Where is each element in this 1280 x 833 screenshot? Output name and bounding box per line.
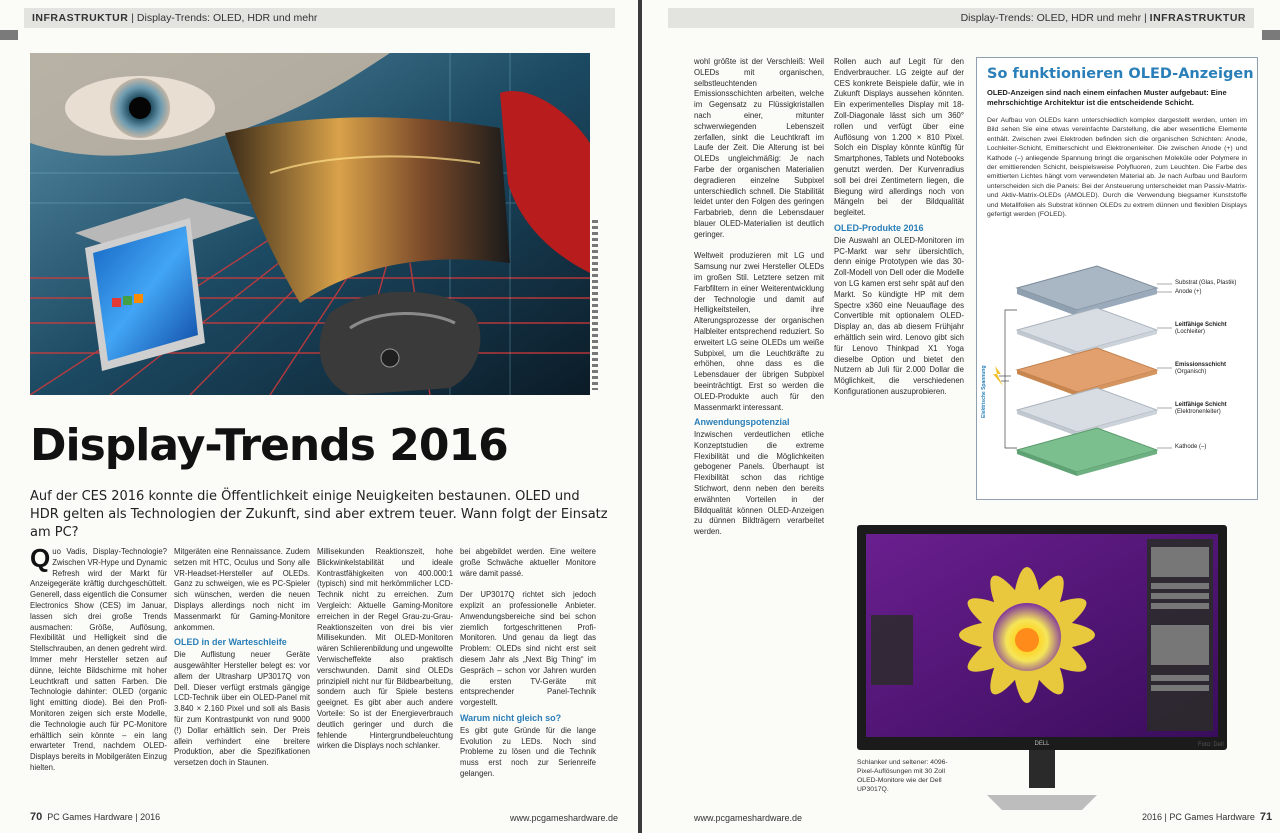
body-column-1: Quo Vadis, Display-Technologie? Zwischen VR-Hype und Dynamic Refresh wird der Markt für Anzeigegeräte kräftig durchgeschüttelt. Generell, dass eigentlich die Consumer Electronics Show (CES) im Januar, lassen sich drei große Trends ausmachen: Größe, Auflösung, Flexibilität und Helligkeit sind die Stellschrauben, an denen gedreht wird. Immer mehr Hersteller setzen auf dünne, leichte Bildschirme mit hoher Leuchtkraft und satten Farben. Die Technologie dahinter: OLED (organic light emitting diode). Bei den Profi-Monitoren zeigen sich erste Modelle, die Technologie auch für PC-Monitore erhältlich sein könnte – ein lang erwarteter Trend, nachdem OLED-Displays bereits in Mobilgeräten Einzug hielten. xyxy=(30,547,167,772)
left-header-section: INFRASTRUKTUR xyxy=(32,12,129,24)
subheading-oled-produkte: OLED-Produkte 2016 xyxy=(834,222,924,233)
monitor-photo-credit: Foto: Dell xyxy=(1198,742,1224,748)
label-substrate: Substrat (Glas, Plastik) xyxy=(1175,280,1237,286)
subheading-oled-warteschleife: OLED in der Warteschleife xyxy=(174,637,287,648)
infobox-text: Der Aufbau von OLEDs kann unterschiedlich komplex dargestellt werden, unten im Bild sehen Sie eine etwas vereinfachte Darstellung, die aber wesentliche Elemente enthält. Zwischen zwei Elektroden befinden sich die organischen Schichten: Anode, Lochleiter-Schicht, Emitterschicht und Elektronenleiter. Die zwischen Anode (+) und Kathode (–) anliegende Spannung bringt die organischen Moleküle oder Polymere in der emittierenden Schicht, beispielsweise Polyfluoren, zum Leuchten. Die Farbe des emittierten Lichtes hängt vom verwendeten Material ab. Je nach Aufbau und Bauform unterscheiden sich die Panels: Bei der Ansteuerung unterscheidet man Passiv-Matrix- und Aktiv-Matrix-OLEDs (AMOLED). Durch die Verwendung biegsamer Kunststoffe und Metallfolien als Substrat können OLEDs zu extrem dünnen und flexiblen Displays gefertigt werden (FOLED). xyxy=(987,117,1247,219)
layer-cathode xyxy=(1017,428,1157,476)
hero-photo-credit xyxy=(592,220,598,390)
label-hole-transport: Leitfähige Schicht (Lochleiter) xyxy=(1175,322,1227,335)
right-page xyxy=(642,0,1280,833)
right-column-2: Rollen auch auf Legit für den Endverbraucher. LG zeigte auf der CES konkrete Beispiele dafür, wie in Zukunft Displays aussehen könnten. Ein experimentelles Display mit 18-Zoll-Diagonale lässt sich um 360° rollen und verfügt über eine Auflösung von 1.200 × 810 Pixel. Solch ein Display könnte künftig für Smartphones, Tablets und Notebooks genutzt werden. Der Kurvenradius soll bei drei Zentimetern liegen, die Biegung wird allerdings noch von Mängeln bei der Bildqualität begleitet. OLED-Produkte 2016 Die Auswahl an OLED-Monitoren im PC-Markt war sehr übersichtlich, denn einige Prototypen wie das 30-Zoll-Modell von Dell oder die Modelle von LG kamen erst sehr spät auf den Markt. So kündigte HP mit dem Spectre x360 eine Neuauflage des Convertible mit optionalem OLED-Display an, das ab diesem Frühjahr erhältlich sein wird. Lenovo gibt sich für Lenovo Thinkpad X1 Yoga dieselbe Option und bietet den Nutzern ab Juli für 2.000 Dollar die Möglichkeit, die verschiedenen Konfigurationen auszuprobieren. xyxy=(834,57,964,396)
hero-illustration xyxy=(30,53,590,395)
right-column-1: wohl größte ist der Verschleiß: Weil OLEDs mit organischen, selbstleuchtenden Emissionsschichten arbeiten, welche im Gegensatz zu Flüssigkristallen nach einer, mitunter schwerwiegenden Lebenszeit zerfallen, sinkt die Leuchtkraft im Laufe der Zeit. Die Alterung ist bei OLEDs ungleichmäßig: Je nach Farbe der organischen Materialien degradieren einzelne Subpixel unterschiedlich schnell. Die Stabilität leidet unter den Folgen des geringen Farbabrieb, denn die Lebensdauer blauer OLED-Materialien ist deutlich geringer. Weltweit produzieren mit LG und Samsung nur zwei Hersteller OLEDs im großen Stil. Letztere setzen mit Farbfiltern in einer Weiterentwicklung der Technologie und damit auf Helligkeitsteilen, ihre Alterungsprozesse der organischen Halbleiter entsprechend reduziert. So erweitert LG seine OLEDs um weiße Subpixel, um die Leuchtkräfte zu erhöhen, ohne dass es die Lebensdauer der übrigen Subpixel beeinträchtigt. Erst so werden die OLED-Produkte auch für den Massenmarkt interessant. Anwendungspotenzial Inzwischen verdeutlichen etliche Konzeptstudien die extreme Flexibilität und die Möglichkeiten gebogener Panels. Überhaupt ist Flexibilität schon das richtige Stichwort, denn neben den bereits erwähnten Vorteilen in der Bildqualität können OLED-Anzeigen zu dünnen Bildträgern verarbeitet werden. xyxy=(694,57,824,537)
left-footer: 70 PC Games Hardware | 2016 xyxy=(30,811,161,823)
layer-substrate xyxy=(1017,266,1157,316)
right-page-number: 71 xyxy=(1259,811,1273,823)
infobox-lead: OLED-Anzeigen sind nach einem einfachen Muster aufgebaut: Eine mehrschichtige Architektur ist die entscheidende Schicht. xyxy=(987,88,1227,107)
oled-layer-stack xyxy=(977,258,1177,498)
right-footer-url: www.pcgameshardware.de xyxy=(694,813,803,823)
body-column-3: Millisekunden Reaktionszeit, hohe Blickwinkelstabilität und ideale Kontrastfähigkeiten von 400.000:1 (typisch) sind mit herkömmlicher LCD-Technik nicht zu erreichen. Zum Vergleich: Aktuelle Gaming-Monitore erreichen in der Regel Grau-zu-Grau-Reaktionszeiten von drei bis vier Millisekunden. Mit OLED-Monitoren wären Schlierenbildung und ungewollte Verwischeffekte also praktisch verschwunden. Damit sind OLEDs prinzipiell nicht nur für Bildbearbeitung, sondern auch für Spiele bestens geeignet. Es gibt aber auch andere Vorteile: So ist der Energieverbrauch deutlich geringer und durch die fehlende Hintergrundbeleuchtung wirken die Displays noch schlanker. xyxy=(317,547,453,751)
body-column-4: bei abgebildet werden. Eine weitere große Schwäche aktueller Monitore wäre damit passé. Der UP3017Q richtet sich jedoch explizit an professionelle Anbieter. Anwendungsbereiche sind bei schon ziemlich fortgeschrittenen Profi-Monitoren. Und genau da liegt das Problem: OLEDs sind nicht erst seit diesem Jahr als „Next Big Thing“ im Gespräch – schon vor Jahren wurden die ersten TV-Geräte mit entsprechender Panel-Technik vorgestellt. Warum nicht gleich so? Es gibt gute Gründe für die lange Evolution zu LEDs. Noch sind Probleme zu lösen und die Technik muss erst noch zur Serienreife gelangen. xyxy=(460,547,596,778)
monitor-caption: Schlanker und seltener: 4096-Pixel-Auflösungen mit 30 Zoll OLED-Monitore wie der Dell UP3017Q. xyxy=(857,759,948,793)
left-footer-url: www.pcgameshardware.de xyxy=(510,813,619,823)
layer-electron-transport xyxy=(1017,388,1157,436)
left-header-topic: Display-Trends: OLED, HDR und mehr xyxy=(136,12,318,24)
voltage-label: Elektrische Spannung xyxy=(981,365,987,418)
subheading-anwendungspotenzial: Anwendungspotenzial xyxy=(694,417,790,428)
monitor-brand-logo: DELL xyxy=(1034,741,1050,747)
right-footer: 2016 | PC Games Hardware 71 xyxy=(1142,811,1273,823)
oled-layer-diagram xyxy=(977,258,1258,498)
right-header-topic: Display-Trends: OLED, HDR und mehr xyxy=(960,12,1142,24)
left-page xyxy=(0,0,638,833)
label-anode: Anode (+) xyxy=(1175,289,1202,295)
layer-emission xyxy=(1017,348,1157,396)
oled-info-box xyxy=(976,57,1258,500)
label-emission: Emissionsschicht (Organisch) xyxy=(1175,362,1227,375)
drop-cap: Q xyxy=(30,547,51,573)
subheading-warum-nicht: Warum nicht gleich so? xyxy=(460,712,562,723)
left-running-header: INFRASTRUKTUR | Display-Trends: OLED, HDR und mehr xyxy=(24,8,615,28)
header-tab-mark xyxy=(1262,30,1280,40)
article-lead: Auf der CES 2016 konnte die Öffentlichkeit einige Neuigkeiten bestaunen. OLED und HDR gelten als Technologien der Zukunft, sind aber extrem teuer. Wann folgt der Einsatz am PC? xyxy=(30,489,608,540)
label-cathode: Kathode (–) xyxy=(1175,444,1207,450)
label-electron-transport: Leitfähige Schicht (Elektronenleiter) xyxy=(1175,402,1227,415)
left-page-number: 70 xyxy=(30,811,43,823)
right-running-header: Display-Trends: OLED, HDR und mehr | INFRASTRUKTUR xyxy=(668,8,1254,28)
header-tab-mark xyxy=(0,30,18,40)
layer-hole-transport xyxy=(1017,308,1157,356)
hero-image xyxy=(30,53,590,395)
body-column-2: Mitgeräten eine Rennaissance. Zudem setzen mit HTC, Oculus und Sony alle VR-Headset-Hersteller auf OLEDs. Ganz zu schweigen, wie es PC-Spieler sich wünschen, werden die neuen Displays allerdings noch nicht im Massenmarkt für Gaming-Monitore ankommen. OLED in der Warteschleife Die Auflistung neuer Geräte ausgewählter Hersteller belegt es: vor allem der Ultrasharp UP3017Q von Dell. Dieser verfügt erstmals gängige LCD-Technik über ein OLED-Panel mit 3.840 × 2.160 Pixel und soll als Basis für zum Kontrastpunkt von rund 9000 (!) Dollar erhältlich sein. Der Preis allein verhindert eine breitere Produktion, aber die Spezifikationen versetzen doch in Staunen. xyxy=(174,547,310,768)
voltage-circuit xyxy=(999,310,1017,448)
right-header-section: INFRASTRUKTUR xyxy=(1149,12,1246,24)
article-title: Display-Trends 2016 xyxy=(30,420,508,471)
infobox-title: So funktionieren OLED-Anzeigen xyxy=(987,66,1254,82)
layer-leader-lines xyxy=(1157,284,1172,448)
